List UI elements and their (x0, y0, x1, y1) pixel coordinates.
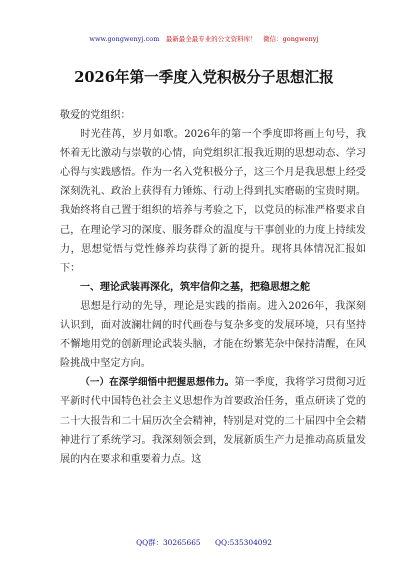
paragraph-2: 思想是行动的先导，理论是实践的指南。进入2026年，我深刻认识到，面对波澜壮阔的时代画卷与复杂多变的发展环境，只有坚持不懈地用党的创新理论武装头脑，才能在纷繁芜杂中保持清醒，在风险挑战中坚定方向。 (60, 300, 366, 370)
subheading-1: （一）在深学细悟中把握思想伟力。 (80, 377, 235, 389)
paragraph-3 (60, 373, 366, 468)
salutation: 敬爱的党组织： (60, 110, 131, 121)
header-wechat: 微信：gongwenyj (263, 35, 319, 43)
footer-qq-group: QQ群：30265665 (136, 538, 201, 547)
footer-qq: QQ:535304092 (214, 538, 272, 547)
header-site: www.gongwenyj.com (89, 35, 160, 43)
page-footer (0, 537, 408, 548)
section-heading-1: 一、理论武装再深化，筑牢信仰之基，把稳思想之舵 (80, 281, 310, 293)
document-title: 2026年第一季度入党积极分子思想汇报 (74, 69, 334, 86)
header-slogan: 最新最全最专业的公文资料库！ (165, 35, 257, 43)
page-header (0, 34, 408, 43)
paragraph-3-text: 第一季度，我将学习贯彻习近平新时代中国特色社会主义思想作为首要政治任务，重点研读了党的二十大报告和二十届历次全会精神，特别是对党的二十届四中全会精神进行了系统学习。我深刻领会到，发展新质生产力是推动高质量发展的内在要求和重要着力点。这 (60, 377, 366, 465)
document-body (60, 106, 366, 469)
paragraph-1: 时光荏苒，岁月如歌。2026年的第一个季度即将画上句号，我怀着无比激动与崇敬的心情，向党组织汇报我近期的思想动态、学习心得与实践感悟。作为一名入党积极分子，这三个月是我思想上经受深刻洗礼、政治上获得有力锤炼、行动上得到扎实磨砺的宝贵时期。我始终将自己置于组织的培养与考验之下，以党员的标准严格要求自己，在理论学习的深度、服务群众的温度与干事创业的力度上持续发力，思想觉悟与党性修养均获得了新的提升。现将具体情况汇报如下： (60, 129, 366, 274)
